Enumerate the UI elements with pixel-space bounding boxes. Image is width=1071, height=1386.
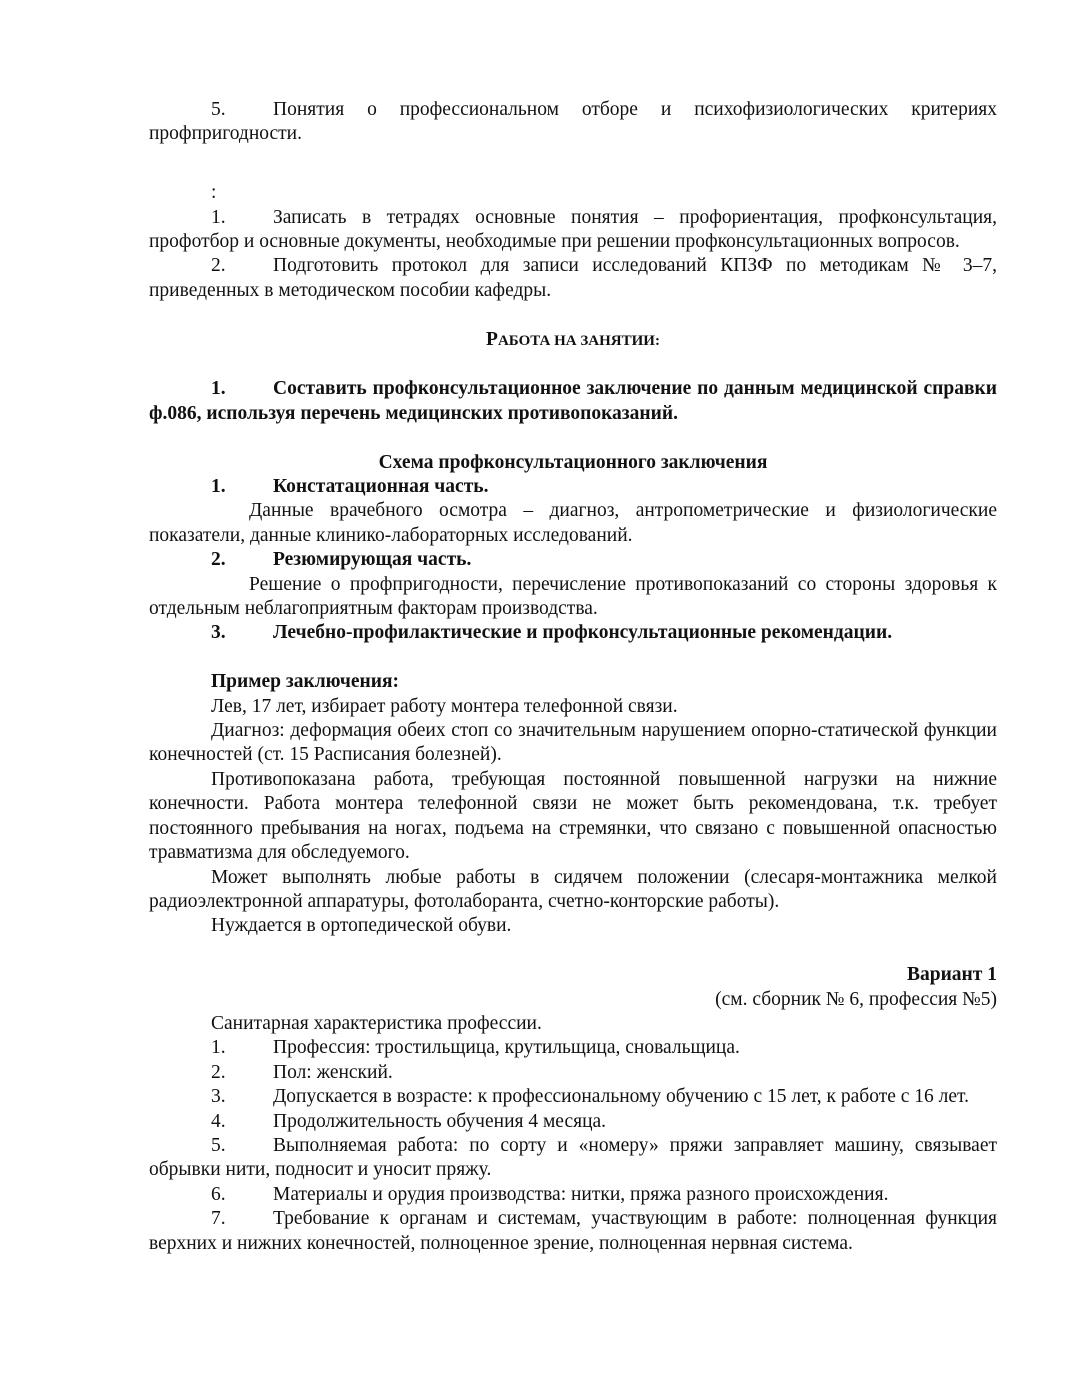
list-item xyxy=(149,254,997,303)
scheme-part-1: 1. Констатационная часть. xyxy=(211,476,489,498)
item-number: 1. xyxy=(211,378,226,400)
variant-list xyxy=(149,1036,997,1256)
colon-line: : xyxy=(211,182,217,204)
list-item: 6. Материалы и орудия производства: нитки, пряжа разного происхождения. xyxy=(211,1183,889,1205)
item-text: Составить профконсультационное заключение по данным медицинской справки ф.086, используя перечень медицинских противопоказаний. xyxy=(149,378,997,424)
scheme-part-3: 3. Лечебно-профилактические и профконсультационные рекомендации. xyxy=(211,622,893,644)
list-item: 1. Профессия: тростильщица, крутильщица, сновальщица. xyxy=(211,1037,740,1059)
item-number: 5. xyxy=(211,99,226,120)
scheme-part-2: 2. Резюмирующая часть. xyxy=(211,549,472,571)
list-item: 4. Продолжительность обучения 4 месяца. xyxy=(211,1110,607,1132)
scheme-part-1-text: Данные врачебного осмотра – диагноз, антропометрические и физиологические показатели, данные клинико-лабораторных исследований. xyxy=(149,500,997,546)
document-page xyxy=(149,98,997,1256)
list-item: 2. Пол: женский. xyxy=(211,1061,393,1083)
item-text: Понятия о профессиональном отборе и психофизиологических критериях профпригодности. xyxy=(149,99,997,145)
list-item xyxy=(149,98,997,147)
variant-reference: (см. сборник № 6, профессия №5) xyxy=(715,988,997,1010)
list-item: 3. Допускается в возрасте: к профессиональному обучению с 15 лет, к работе с 16 лет. xyxy=(211,1086,969,1108)
section-heading: РАБОТА НА ЗАНЯТИИ: xyxy=(486,328,660,350)
example-line: Может выполнять любые работы в сидячем положении (слесаря-монтажника мелкой радиоэлектронной аппаратуры, фотолаборанта, счетно-конторские работы). xyxy=(149,866,997,912)
variant-intro: Санитарная характеристика профессии. xyxy=(211,1012,542,1034)
scheme-title: Схема профконсультационного заключения xyxy=(378,451,768,473)
example-line: Нуждается в ортопедической обуви. xyxy=(211,915,512,937)
list-item: 7. Требование к органам и системам, участвующим в работе: полноценная функция верхних и нижних конечностей, полноценное зрение, полноценная нервная система. xyxy=(149,1208,997,1254)
example-title: Пример заключения: xyxy=(211,671,399,693)
variant-title: Вариант 1 xyxy=(906,964,997,986)
example-line: Диагноз: деформация обеих стоп со значительным нарушением опорно-статической функции конечностей (ст. 15 Расписания болезней). xyxy=(149,720,997,766)
list-item xyxy=(149,206,997,255)
task-item xyxy=(149,377,997,426)
example-line: Лев, 17 лет, избирает работу монтера телефонной связи. xyxy=(211,695,678,717)
item-number: 1. xyxy=(211,206,226,228)
item-text: Записать в тетрадях основные понятия – профориентация, профконсультация, профотбор и основные документы, необходимые при решении профконсультационных вопросов. xyxy=(149,206,997,253)
example-line: Противопоказана работа, требующая постоянной повышенной нагрузки на нижние конечности. Работа монтера телефонной связи не может быть рекомендована, т.к. требует постоянного пребывания на ногах, подъема на стремянки, что связано с повышенной опасностью травматизма для обследуемого. xyxy=(149,768,997,864)
item-number: 2. xyxy=(211,255,226,277)
item-text: Подготовить протокол для записи исследований КПЗФ по методикам № 3–7, приведенных в методическом пособии кафедры. xyxy=(149,255,997,301)
list-item: 5. Выполняемая работа: по сорту и «номеру» пряжи заправляет машину, связывает обрывки нити, подносит и уносит пряжу. xyxy=(149,1134,997,1181)
scheme-part-2-text: Решение о профпригодности, перечисление противопоказаний со стороны здоровья к отдельным неблагоприятным факторам производства. xyxy=(149,573,997,620)
